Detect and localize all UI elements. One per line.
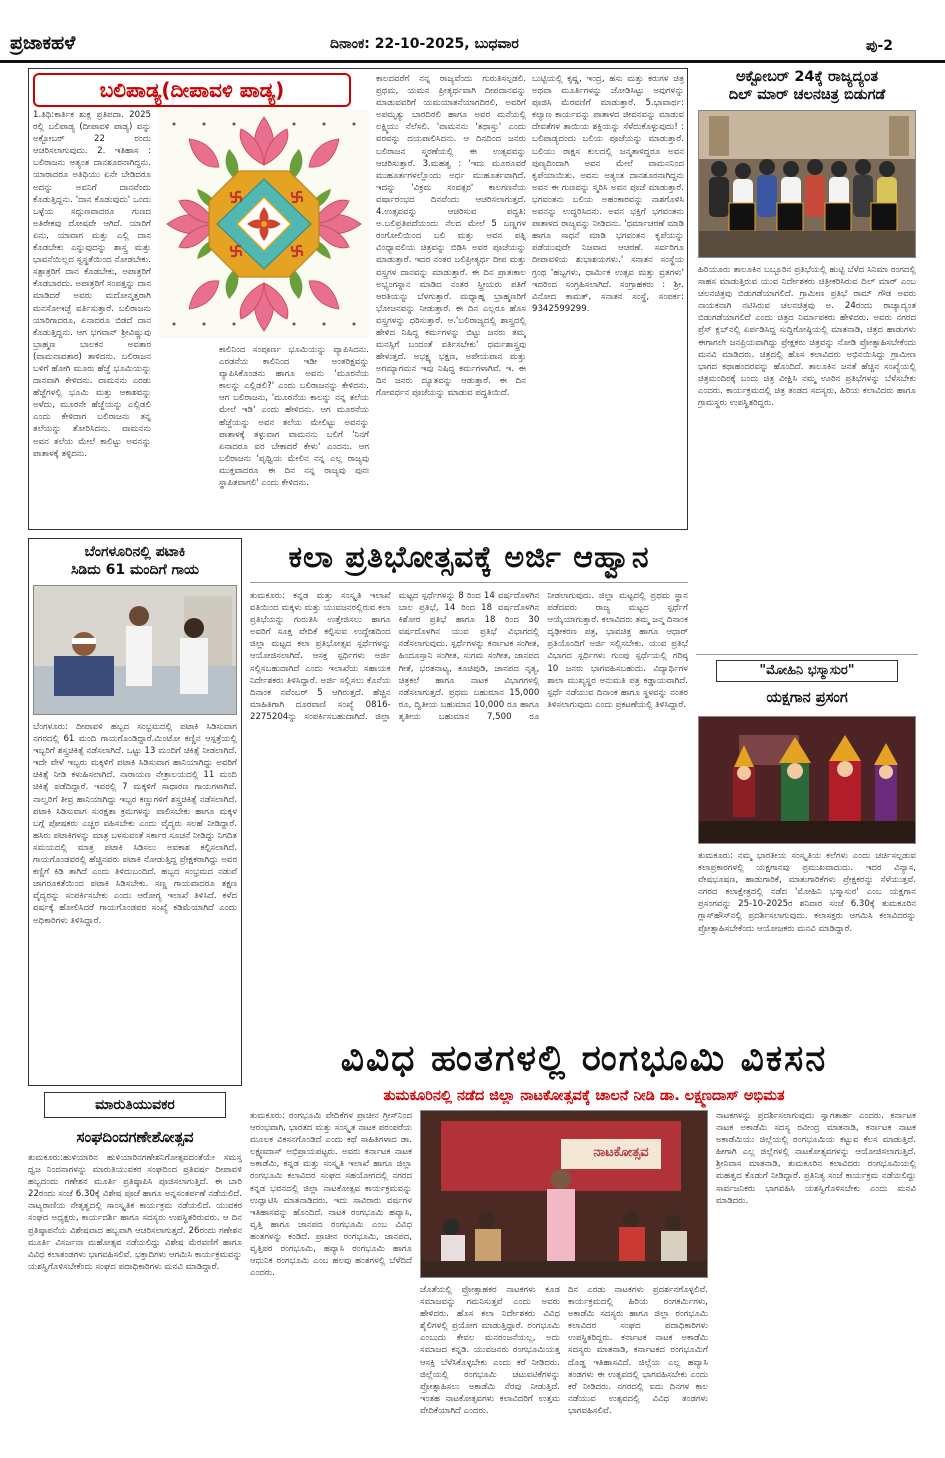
yakshagana-article (696, 660, 918, 1032)
divider (696, 654, 918, 655)
newspaper-name: ಪ್ರಜಾಕಹಳೆ (10, 32, 76, 54)
rangabhoomi-col1: ತುಮಕೂರು: ರಂಗಭೂಮಿ ವೇದಿಕೆಗಳ ಪ್ರಾಚೀನ ಗ್ರೀಸ್‌ನಿಂದ ಆರಂಭವಾಗಿ, ಭಾರತದ ಮತ್ತು ಸಂಸ್ಕೃತ ನಾಟಕ ಪರಂಪರೆಯ ಮೂಲಕ ವಿಕಸನಗೊಂಡಿದೆ ಎಂದು ಕಥೆ ಸಾಹಿತಿಗಳಾದ ಡಾ. ಲಕ್ಷ್ಮಣದಾಸ್ ಅಭಿಪ್ರಾಯಪಟ್ಟರು. ಅವರು ಕರ್ನಾಟಕ ನಾಟಕ ಅಕಾಡೆಮಿ, ಕನ್ನಡ ಮತ್ತು ಸಂಸ್ಕೃತಿ ಇಲಾಖೆ ಹಾಗೂ ಜಿಲ್ಲಾ ರಂಗಭೂಮಿ ಕಲಾವಿದರ ಸಂಘದ ಸಹಯೋಗದಲ್ಲಿ ನಗರದ ಕನ್ನಡ ಭವನದಲ್ಲಿ ಜಿಲ್ಲಾ ನಾಟಕೋತ್ಸವ ಕಾರ್ಯಕ್ರಮವನ್ನು ಉದ್ಘಾಟಿಸಿ ಮಾತನಾಡಿದರು. ಇದು ಸಾವಿರಾರು ವರ್ಷಗಳ ಇತಿಹಾಸವನ್ನು ಹೊಂದಿದೆ. ನಾಟಕ ರಂಗಭೂಮಿ ಹವ್ಯಾಸಿ, ವೃತ್ತಿ ಹಾಗೂ ಜಾನಪದ ರಂಗಭೂಮಿ ಎಂಬ ವಿವಿಧ ಹಂತಗಳನ್ನು ಕಂಡಿದೆ. ಪ್ರಾಚೀನ ರಂಗಭೂಮಿ, ಜಾನಪದ, ವೃತ್ತಿಪರ ರಂಗಭೂಮಿ, ಹವ್ಯಾಸಿ ರಂಗಭೂಮಿ ಹಾಗೂ ಆಧುನಿಕ ರಂಗಭೂಮಿ ಎಂಬ ಹಲವು ಹಂತಗಳಲ್ಲಿ ಬೆಳೆದಿದೆ ಎಂದರು. (250, 1111, 412, 1279)
balipadya-col1: 1.ತಿಥಿ:ಕಾರ್ತಿಕ ಶುಕ್ಲ ಪ್ರತಿಪದಾ. 2025 ರಲ್ಲಿ ಬಲಿಪಾಡ್ಯ (ದೀಪಾವಳಿ ಪಾಡ್ಯ) ವನ್ನು ಅಕ್ಟೋಬರ್ 22 ರಂದು ಆಚರಿಸಲಾಗುವುದು. 2. ಇತಿಹಾಸ : ಬಲಿರಾಜನು ಅತ್ಯಂತ ದಾನಶೂರನಾಗಿದ್ದನು. ಯಾರಾದರೂ ಅತಿಥಿಯು ಏನೇ ಬೇಡಿದರೂ ಅದನ್ನು ಅವನಿಗೆ ದಾನವೆಂದು ಕೊಡುತ್ತಿದ್ದನು. 'ದಾನ ಕೊಡುವುದು' ಒಂದು ಒಳ್ಳೆಯ ಸದ್ಗುಣವಾದರೂ ಗುಣದ ಅತಿರೇಕವು ದೋಷವೇ ಆಗಿದೆ. ಯಾರಿಗೆ ಏನು, ಯಾವಾಗ ಮತ್ತು ಎಲ್ಲಿ ದಾನ ಕೊಡಬೇಕು ಎನ್ನುವುದನ್ನು ಶಾಸ್ತ್ರ ಮತ್ತು ಭಾವನೆಯಿಲ್ಲದ ಸ್ವಸ್ಥತೆಯಿಂದ ನೋಡಬೇಕು. ಸತ್ಪಾತ್ರರಿಗೆ ದಾನ ಕೊಡಬೇಕು, ಅಪಾತ್ರರಿಗೆ ಕೊಡಬಾರದು. ಅಪಾತ್ರರಿಗೆ ಸಂಪತ್ತನ್ನು ದಾನ ಮಾಡಿದರೆ ಅವರು ಮದೋನ್ಮತ್ತರಾಗಿ ಮನಸೋಇಚ್ಛೆ ವರ್ತಿಸುತ್ತಾರೆ. ಬಲಿರಾಜನು ಯಾರಿಗಾದರೂ, ಏನಾದರೂ ಬಿಡದೆ ದಾನ ಕೊಡುತ್ತಿದ್ದನು. ಆಗ ಭಗವಾನ್ ಶ್ರೀವಿಷ್ಣುವು ಬ್ರಾಹ್ಮಣ ಬಾಲಕನ ಅವತಾರ (ವಾಮನಾವತಾರ) ತಾಳಿದನು. ಬಲಿರಾಜನ ಬಳಿಗೆ ಹೋಗಿ ಮೂರು ಹೆಜ್ಜೆ ಭೂಮಿಯನ್ನು ದಾನವಾಗಿ ಕೇಳಿದನು. ವಾಮನನು ಎರಡು ಹೆಜ್ಜೆಗಳಲ್ಲಿ ಭೂಮಿ ಮತ್ತು ಆಕಾಶವನ್ನು ಅಳೆದು, ಮೂರನೇ ಹೆಜ್ಜೆಯನ್ನು ಎಲ್ಲಿಡಲಿ ಎಂದು ಕೇಳಿದಾಗ ಬಲಿರಾಜನು ತನ್ನ ತಲೆಯನ್ನು ತೋರಿಸಿದನು. ವಾಮನನು ಅವನ ತಲೆಯ ಮೇಲೆ ಕಾಲಿಟ್ಟು ಅವನನ್ನು ಪಾತಾಳಕ್ಕೆ ತಳ್ಳಿದನು. (33, 110, 151, 459)
balipadya-article (28, 68, 688, 530)
kala-body: ತುಮಕೂರು: ಕನ್ನಡ ಮತ್ತು ಸಂಸ್ಕೃತಿ ಇಲಾಖೆ ವತಿಯಿಂದ ಮಕ್ಕಳು ಮತ್ತು ಯುವಜನರಲ್ಲಿರುವ ಕಲಾ ಪ್ರತಿಭೆಯನ್ನು ಗುರುತಿಸಿ ಉತ್ತೇಜಿಸಲು ಹಾಗೂ ಅವರಿಗೆ ಸೂಕ್ತ ವೇದಿಕೆ ಕಲ್ಪಿಸುವ ಉದ್ದೇಶದಿಂದ ಜಿಲ್ಲಾ ಮಟ್ಟದ ಕಲಾ ಪ್ರತಿಭೋತ್ಸವ ಸ್ಪರ್ಧೆಗಳನ್ನು ಆಯೋಜಿಸಲಾಗಿದೆ. ಆಸಕ್ತ ಸ್ಪರ್ಧಿಗಳು ಅರ್ಜಿ ಸಲ್ಲಿಸಬಹುದಾಗಿದೆ ಎಂದು ಇಲಾಖೆಯ ಸಹಾಯಕ ನಿರ್ದೇಶಕರು ತಿಳಿಸಿದ್ದಾರೆ. ಅರ್ಜಿ ಸಲ್ಲಿಸಲು ಕೊನೆಯ ದಿನಾಂಕ ನವೆಂಬರ್ 5 ಆಗಿರುತ್ತದೆ. ಹೆಚ್ಚಿನ ಮಾಹಿತಿಗಾಗಿ ದೂರವಾಣಿ ಸಂಖ್ಯೆ 0816-2275204ನ್ನು ಸಂಪರ್ಕಿಸಬಹುದಾಗಿದೆ. ಜಿಲ್ಲಾ ಮಟ್ಟದ ಸ್ಪರ್ಧೆಗಳನ್ನು 8 ರಿಂದ 14 ವರ್ಷದೊಳಗಿನ ಬಾಲ ಪ್ರತಿಭೆ, 14 ರಿಂದ 18 ವರ್ಷದೊಳಗಿನ ಕಿಶೋರ ಪ್ರತಿಭೆ ಹಾಗೂ 18 ರಿಂದ 30 ವರ್ಷದೊಳಗಿನ ಯುವ ಪ್ರತಿಭೆ ವಿಭಾಗದಲ್ಲಿ ನಡೆಸಲಾಗುವುದು. ಸ್ಪರ್ಧೆಗಳನ್ನು ಕರ್ನಾಟಕ ಸಂಗೀತ, ಹಿಂದೂಸ್ತಾನಿ ಸಂಗೀತ, ಸುಗಮ ಸಂಗೀತ, ಜಾನಪದ ಗೀತೆ, ಭರತನಾಟ್ಯ, ಕೂಚಿಪುಡಿ, ಜಾನಪದ ನೃತ್ಯ, ಚಿತ್ರಕಲೆ ಹಾಗೂ ನಾಟಕ ವಿಭಾಗಗಳಲ್ಲಿ ನಡೆಸಲಾಗುತ್ತದೆ. ಪ್ರಥಮ ಬಹುಮಾನ 15,000 ರೂ, ದ್ವಿತೀಯ ಬಹುಮಾನ 10,000 ರೂ ಹಾಗೂ ತೃತೀಯ ಬಹುಮಾನ 7,500 ರೂ ನೀಡಲಾಗುವುದು. ಜಿಲ್ಲಾ ಮಟ್ಟದಲ್ಲಿ ಪ್ರಥಮ ಸ್ಥಾನ ಪಡೆದವರು ರಾಜ್ಯ ಮಟ್ಟದ ಸ್ಪರ್ಧೆಗೆ ಆಯ್ಕೆಯಾಗುತ್ತಾರೆ. ಕಲಾವಿದರು ತಮ್ಮ ಜನ್ಮ ದಿನಾಂಕ ದೃಢೀಕರಣ ಪತ್ರ, ಭಾವಚಿತ್ರ ಹಾಗೂ ಆಧಾರ್ ಪ್ರತಿಯೊಂದಿಗೆ ಅರ್ಜಿ ಸಲ್ಲಿಸಬೇಕು. ಯುವ ಪ್ರತಿಭೆ ವಿಭಾಗದ ಸ್ಪರ್ಧಿಗಳು ಗುಂಪು ಸ್ಪರ್ಧೆಯಲ್ಲಿ ಗರಿಷ್ಠ 10 ಜನರು ಭಾಗವಹಿಸಬಹುದು. ವಿದ್ಯಾರ್ಥಿಗಳ ಶಾಲಾ ಮುಖ್ಯಸ್ಥರ ಅನುಮತಿ ಪತ್ರ ಕಡ್ಡಾಯವಾಗಿದೆ. ಸ್ಪರ್ಧೆ ನಡೆಯುವ ದಿನಾಂಕ ಹಾಗೂ ಸ್ಥಳವನ್ನು ನಂತರ ತಿಳಿಸಲಾಗುವುದು ಎಂದು ಪ್ರಕಟಣೆಯಲ್ಲಿ ತಿಳಿಸಿದ್ದಾರೆ. (250, 591, 688, 722)
maruti-article (28, 1092, 242, 1422)
festival-banner-text: ನಾಟಕೋತ್ಸವ (593, 1145, 649, 1160)
rangabhoomi-col3: ದಿನ ಎರಡು ನಾಟಕಗಳು ಪ್ರದರ್ಶನಗೊಳ್ಳಲಿವೆ. ಕಾರ್ಯಕ್ರಮದಲ್ಲಿ ಹಿರಿಯ ರಂಗಕರ್ಮಿಗಳು, ಅಕಾಡೆಮಿ ಸದಸ್ಯರು ಹಾಗೂ ಜಿಲ್ಲಾ ರಂಗಭೂಮಿ ಕಲಾವಿದರ ಸಂಘದ ಪದಾಧಿಕಾರಿಗಳು ಉಪಸ್ಥಿತರಿದ್ದರು. ಕರ್ನಾಟಕ ನಾಟಕ ಅಕಾಡೆಮಿ ಸದಸ್ಯರು ಮಾತನಾಡಿ, ಕರ್ನಾಟಕದ ರಂಗಭೂಮಿಗೆ ದೊಡ್ಡ ಇತಿಹಾಸವಿದೆ. ಜಿಲ್ಲೆಯ ಎಲ್ಲ ಹವ್ಯಾಸಿ ತಂಡಗಳು ಈ ಉತ್ಸವದಲ್ಲಿ ಭಾಗವಹಿಸಬೇಕು ಎಂದು ಕರೆ ನೀಡಿದರು. ನಗರದಲ್ಲಿ ಐದು ದಿನಗಳ ಕಾಲ ನಡೆಯುವ ಉತ್ಸವದಲ್ಲಿ ವಿವಿಧ ತಂಡಗಳು ಭಾಗವಹಿಸಲಿವೆ. (568, 1285, 708, 1416)
crackers-article (28, 538, 242, 1086)
crackers-title-line2: ಸಿಡಿದು 61 ಮಂದಿಗೆ ಗಾಯ (70, 562, 200, 578)
kala-article (250, 538, 688, 1030)
page-number: ಪು-2 (866, 38, 893, 54)
maruti-title-line2: ಸಂಘದಿಂದಗಣೇಶೋತ್ಸವ (76, 1128, 194, 1146)
crackers-title-line1: ಬೆಂಗಳೂರಿನಲ್ಲಿ ಪಟಾಕಿ (84, 544, 186, 560)
yakshagana-photo (698, 716, 916, 844)
cinema-title-line2: ದಿಲ್ ಮಾರ್ ಚಲನಚಿತ್ರ ಬಿಡುಗಡೆ (728, 87, 886, 103)
cinema-title-line1: ಅಕ್ಟೋಬರ್ 24ಕ್ಕೆ ರಾಜ್ಯದ್ಯಂತ (735, 69, 879, 85)
drama-festival-photo (420, 1110, 708, 1278)
maruti-body: ತುಮಕೂರು:ಹುಳಿಯಾರಿನ ಹುಳಿಯಾರಿನಗಣೇಶನಿಗೋತ್ಸವದಂತೆಯೇ ಸಮಸ್ತ ಧ್ವಜ ನಿಂದನಾಗಳನ್ನು ಮಾರುತಿಯುವಕರ ಸಂಘದಿಂದ ಪ್ರತಿವರ್ಷ ದೀಪಾವಳಿ ಹಬ್ಬದಂದು ಗಣೇಶನ ಮೂರ್ತಿ ಪ್ರತಿಷ್ಠಾಪಿಸಿ ಪೂಜಿಸಲಾಗುತ್ತಿದೆ. ಈ ಬಾರಿ 22ರಂದು ಸಂಜೆ 6.30ಕ್ಕೆ ವಿಶೇಷ ಪೂಜೆ ಹಾಗೂ ಅನ್ನಸಂತರ್ಪಣೆ ನಡೆಯಲಿದೆ. ನಾಟ್ಯರಾಣಿಯ ನೇತೃತ್ವದಲ್ಲಿ ಸಾಂಸ್ಕೃತಿಕ ಕಾರ್ಯಕ್ರಮ ನಡೆಯಲಿದೆ. ಯುವಕರ ಸಂಘದ ಅಧ್ಯಕ್ಷರು, ಕಾರ್ಯದರ್ಶಿ ಹಾಗೂ ಸದಸ್ಯರು ಉಪಸ್ಥಿತರಿರುವರು. ಆ ದಿನ ಪ್ರತಿಷ್ಠಾಪನೆಯ ವಿಶೇಷವಾದ ಹಬ್ಬವಾಗಿ ಆಚರಿಸಲಾಗುತ್ತದೆ. 26ರಂದು ಗಣೇಶನ ಮೂರ್ತಿ ವಿಸರ್ಜನಾ ಮಹೋತ್ಸವ ನಡೆಯಲಿದ್ದು ವಿಶೇಷ ಮೆರವಣಿಗೆ ಹಾಗೂ ವಿವಿಧ ಕಲಾತಂಡಗಳು ಭಾಗವಹಿಸಲಿವೆ. ಭಕ್ತಾದಿಗಳು ಆಗಮಿಸಿ ಕಾರ್ಯಕ್ರಮವನ್ನು ಯಶಸ್ವಿಗೊಳಿಸಬೇಕೆಂದು ಸಂಘದ ಪದಾಧಿಕಾರಿಗಳು ಮನವಿ ಮಾಡಿದ್ದಾರೆ. (28, 1153, 242, 1272)
hospital-photo (33, 585, 237, 715)
yakshagana-body: ತುಮಕೂರು: ನಮ್ಮ ಭಾರತೀಯ ಸಂಸ್ಕೃತಿಯ ಕಲೆಗಳು ಎಂದು ಚರ್ಚಿಸಲ್ಪಡುವ ಕಲಾಪ್ರಕಾರಗಳಲ್ಲಿ ಯಕ್ಷಗಾನವು ಪ್ರಮುಖವಾದುದು. ಇದರ ವಿನ್ಯಾಸ, ವೇಷಭೂಷಣ, ಹಾಡುಗಾರಿಕೆ, ಮಾತುಗಾರಿಕೆಗಳು ಪ್ರೇಕ್ಷಕರನ್ನು ಸೆಳೆಯುತ್ತವೆ. ನಗರದ ಕಲಾಕ್ಷೇತ್ರದಲ್ಲಿ ನಡೆದ 'ಮೋಹಿನಿ ಭಸ್ಮಾಸುರ' ಎಂಬ ಯಕ್ಷಗಾನ ಪ್ರಸಂಗವನ್ನು 25-10-2025ರ ಶನಿವಾರ ಸಂಜೆ 6.30ಕ್ಕೆ ತುಮಕೂರಿನ ಗ್ಲಾಸ್‌ಹೌಸ್‌ನಲ್ಲಿ ಪ್ರದರ್ಶಿಸಲಾಗುವುದು. ಕಲಾಸಕ್ತರು ಆಗಮಿಸಿ ಕಲಾವಿದರನ್ನು ಪ್ರೋತ್ಸಾಹಿಸಬೇಕೆಂದು ಆಯೋಜಕರು ಮನವಿ ಮಾಡಿದ್ದಾರೆ. (698, 851, 916, 934)
balipadya-col4: ಬುಟ್ಟಿಯಲ್ಲಿ ಕೃಷ್ಣ, ಇಂದ್ರ, ಹಸು ಮತ್ತು ಕರುಗಳ ಚಿತ್ರ ಅಥವಾ ಮೂರ್ತಿಗಳನ್ನು ಜೋಡಿಸಿಟ್ಟು ಅವುಗಳನ್ನು ಪೂಜಿಸಿ ಮೆರವಣಿಗೆ ಮಾಡುತ್ತಾರೆ. 5.ಭಾವಾರ್ಥ: ಕಲ್ಯಾಣ ಕಾರ್ಯವನ್ನು ಪಾತಾಳದ ಜೀವನವನ್ನು ಮಾಡುವ ದೇವತೆಗಳ ತಾಯಿಯ ಶಕ್ತಿಯನ್ನು ಸೆಳೆದುಕೊಳ್ಳುವುದು! : ಬಲಿಪಾಡ್ಯದಂದು ಬಲಿಯ ಪೂಜೆಯನ್ನು ಮಾಡುತ್ತಾರೆ. ಬಲಿಯು ರಾಕ್ಷಸ ಕುಲದಲ್ಲಿ ಜನ್ಮತಾಳಿದ್ದರೂ ಅವನ ಪುಣ್ಯದಿಂದಾಗಿ ಅವನ ಮೇಲೆ ವಾಮನನಿಂದ ಕೃಪೆಯಾಯಿತು. ಅವನು ಅತ್ಯಂತ ದಾನಶೂರನಾಗಿದ್ದನು ಅವನ ಈ ಗುಣವನ್ನು ಸ್ಮರಿಸಿ ಅವನ ಪೂಜೆ ಮಾಡುತ್ತಾರೆ. ಭಗವಂತನು ಬಲಿಯ ಅಹಂಕಾರವನ್ನು ನಾಶಗೊಳಿಸಿ ಅವನನ್ನು ಉದ್ಧರಿಸಿದನು. ಅವನ ಭಕ್ತಿಗೆ ಭಗವಂತನು ಪಾತಾಳದ ರಾಜ್ಯವನ್ನು ನೀಡಿದನು. 'ಧರ್ಮಾಚರಣೆ ಮಾಡಿ ಹಾಗೂ ಸಾಧನೆ ಮಾಡಿ ಭಗವಂತನ ಕೃಪೆಯನ್ನು ಪಡೆಯುವುದೇ ನಿಜವಾದ ಆಚರಣೆ. ಸರ್ವರಿಗೂ ದೀಪಾವಳಿಯ ಶುಭಾಶಯಗಳು.' ಸನಾತನ ಸಂಸ್ಥೆಯ ಗ್ರಂಥ 'ಹಬ್ಬಗಳು, ಧಾರ್ಮಿಕ ಉತ್ಸವ ಮತ್ತು ವ್ರತಗಳು' ಇದರಿಂದ ಸಂಗ್ರಹಿಸಲಾಗಿದೆ. ಸಂಗ್ರಾಹಕರು : ಶ್ರೀ. ವಿನೋದ ಕಾಮತ್, ಸನಾತನ ಸಂಸ್ಥೆ, ಸಂಪರ್ಕ: 9342599299. (532, 74, 684, 314)
rangabhoomi-col4: ನಾಟಕಗಳನ್ನು ಪ್ರದರ್ಶಿಸಲಾಗುವುದು ಸ್ವಾಗತಾರ್ಹ ಎಂದರು. ಕರ್ನಾಟಕ ನಾಟಕ ಅಕಾಡೆಮಿ ಸದಸ್ಯ ರವೀಂದ್ರ ಮಾತನಾಡಿ, ಕರ್ನಾಟಕ ನಾಟಕ ಅಕಾಡೆಮಿಯು ಜಿಲ್ಲೆಯಲ್ಲಿ ರಂಗಭೂಮಿಯ ಕಟ್ಟುವ ಕೆಲಸ ಮಾಡುತ್ತಿದೆ. ಹೀಗಾಗಿ ಎಲ್ಲ ಜಿಲ್ಲೆಗಳಲ್ಲಿ ನಾಟಕೋತ್ಸವಗಳನ್ನು ಆಯೋಜಿಸಲಾಗುತ್ತಿದೆ. ಶ್ರೀನಿವಾಸ ಮಾತನಾಡಿ, ತುಮಕೂರಿನ ಕಲಾವಿದರು ರಂಗಭೂಮಿಯಲ್ಲಿ ಮಹತ್ವದ ಕೊಡುಗೆ ನೀಡಿದ್ದಾರೆ. ಪ್ರತಿನಿತ್ಯ ಸಂಜೆ ಕಾರ್ಯಕ್ರಮ ನಡೆಯಲಿದ್ದು ಸಾರ್ವಜನಿಕರು ಭಾಗವಹಿಸಿ ಯಶಸ್ವಿಗೊಳಿಸಬೇಕು ಎಂದು ಮನವಿ ಮಾಡಿದರು. (716, 1111, 916, 1206)
rangabhoomi-title: ವಿವಿಧ ಹಂತಗಳಲ್ಲಿ ರಂಗಭೂಮಿ ವಿಕಸನ (340, 1038, 828, 1079)
crackers-body: ಬೆಂಗಳೂರು: ದೀಪಾವಳಿ ಹಬ್ಬದ ಸಂಭ್ರಮದಲ್ಲಿ ಪಟಾಕಿ ಸಿಡಿಸುವಾಗ ನಗರದಲ್ಲಿ 61 ಮಂದಿ ಗಾಯಗೊಂಡಿದ್ದಾರೆ.ಮಿಂಟೋ ಕಣ್ಣಿನ ಆಸ್ಪತ್ರೆಯಲ್ಲಿ ಇಬ್ಬರಿಗೆ ಶಸ್ತ್ರಚಿಕಿತ್ಸೆ ನಡೆಸಲಾಗಿದೆ. ಒಟ್ಟು 13 ಮಂದಿಗೆ ಚಿಕಿತ್ಸೆ ನೀಡಲಾಗಿದೆ. ಇದೇ ವೇಳೆ ಇಬ್ಬರು ಮಕ್ಕಳಿಗೆ ಪಟಾಕಿ ಸಿಡಿಸುವಾಗ ಹಾನಿಯಾಗಿದ್ದು ಅವರಿಗೆ ಚಿಕಿತ್ಸೆ ನೀಡಿ ಕಳುಹಿಸಲಾಗಿದೆ. ನಾರಾಯಣ ನೇತ್ರಾಲಯದಲ್ಲಿ 11 ಮಂದಿ ಚಿಕಿತ್ಸೆ ಪಡೆದಿದ್ದಾರೆ. ಇವರಲ್ಲಿ 7 ಮಕ್ಕಳಿಗೆ ಸಾಧಾರಣ ಗಾಯಗಳಾಗಿವೆ. ನಾಲ್ವರಿಗೆ ತೀವ್ರ ಹಾನಿಯಾಗಿದ್ದು ಇಬ್ಬರ ಕಣ್ಣುಗಳಿಗೆ ಶಸ್ತ್ರಚಿಕಿತ್ಸೆ ನಡೆಸಲಾಗಿದೆ. ಪಟಾಕಿ ಸಿಡಿಸುವಾಗ ಸುರಕ್ಷತಾ ಕ್ರಮಗಳನ್ನು ಪಾಲಿಸಬೇಕು ಹಾಗೂ ಮಕ್ಕಳ ಬಗ್ಗೆ ಪೋಷಕರು ಎಚ್ಚರ ವಹಿಸಬೇಕು ಎಂದು ವೈದ್ಯರು ಸಲಹೆ ನೀಡಿದ್ದಾರೆ. ಹಸಿರು ಪಟಾಕಿಗಳನ್ನು ಮಾತ್ರ ಬಳಸುವಂತೆ ಸರ್ಕಾರ ಸೂಚನೆ ನೀಡಿದ್ದು ನಿಗದಿತ ಸಮಯದಲ್ಲಿ ಮಾತ್ರ ಪಟಾಕಿ ಸಿಡಿಸಲು ಅವಕಾಶ ಕಲ್ಪಿಸಲಾಗಿದೆ. ಗಾಯಗೊಂಡವರಲ್ಲಿ ಹೆಚ್ಚಿನವರು ಪಟಾಕಿ ನೋಡುತ್ತಿದ್ದ ಪ್ರೇಕ್ಷಕರಾಗಿದ್ದು ಅವರ ಕಣ್ಣಿಗೆ ಕಿಡಿ ತಾಗಿದೆ ಎಂದು ತಿಳಿದುಬಂದಿದೆ. ಹಬ್ಬದ ಸಂಭ್ರಮದ ನಡುವೆ ಜಾಗರೂಕತೆಯಿಂದ ಪಟಾಕಿ ಸಿಡಿಸಬೇಕು. ಸಣ್ಣ ಗಾಯವಾದರೂ ತಕ್ಷಣ ವೈದ್ಯರನ್ನು ಸಂಪರ್ಕಿಸಬೇಕು ಎಂದು ಆರೋಗ್ಯ ಇಲಾಖೆ ತಿಳಿಸಿದೆ. ಕಳೆದ ವರ್ಷಕ್ಕೆ ಹೋಲಿಸಿದರೆ ಗಾಯಗೊಂಡವರ ಸಂಖ್ಯೆ ಕಡಿಮೆಯಾಗಿದೆ ಎಂದು ಅಧಿಕಾರಿಗಳು ತಿಳಿಸಿದ್ದಾರೆ. (33, 722, 237, 926)
maruti-title-line1: ಮಾರುತಿಯುವಕರ (44, 1092, 226, 1118)
rangabhoomi-subtitle: ತುಮಕೂರಿನಲ್ಲಿ ನಡೆದ ಜಿಲ್ಲಾ ನಾಟಕೋತ್ಸವಕ್ಕೆ ಚಾಲನೆ ನೀಡಿ ಡಾ. ಲಕ್ಷ್ಮಣದಾಸ್ ಅಭಿಮತ (383, 1088, 785, 1104)
masthead (0, 0, 945, 58)
kala-title: ಕಲಾ ಪ್ರತಿಭೋತ್ಸವಕ್ಕೆ ಅರ್ಜಿ ಆಹ್ವಾನ (250, 538, 688, 583)
cinema-article (696, 68, 918, 648)
balipadya-title: ಬಲಿಪಾಡ್ಯ(ದೀಪಾವಳಿ ಪಾಡ್ಯ) (33, 73, 351, 107)
film-release-photo (698, 110, 916, 258)
balipadya-col3: ಕಾಲದವರೆಗೆ ನನ್ನ ರಾಜ್ಯವೆಂದು ಗುರುತಿಸಲ್ಪಡಲಿ. ಪ್ರಥಮ, ಯಮನ ಪ್ರೀತ್ಯರ್ಥವಾಗಿ ದೀಪದಾನವನ್ನು ಮಾಡುವವರಿಗೆ ಯಮಯಾತನೆಯಾಗದಿರಲಿ, ಅವರಿಗೆ ಅಪಮೃತ್ಯು ಬಾರದಿರಲಿ ಹಾಗೂ ಅವರ ಮನೆಯಲ್ಲಿ ಲಕ್ಷ್ಮಿಯು ನೆಲೆಸಲಿ. 'ವಾಮನನು 'ತಥಾಸ್ತು' ಎಂದು ವರವನ್ನು ದಯಪಾಲಿಸಿದನು. ಆ ದಿನದಿಂದ ಜನರು ಬಲಿರಾಜನ ಸ್ಮರಣೆಯಲ್ಲಿ ಈ ಉತ್ಸವವನ್ನು ಆಚರಿಸುತ್ತಾರೆ. 3.ಮಹತ್ವ : 'ಇದು ಮೂರೂವರೆ ಮುಹೂರ್ತಗಳಲ್ಲೊಂದು ಅರ್ಧ ಮುಹೂರ್ತವಾಗಿದೆ. ಇದನ್ನು 'ವಿಕ್ರಮ ಸಂವತ್ಸರ' ಕಾಲಗಣನೆಯ ವರ್ಷಾರಂಭದ ದಿನವೆಂದು ಆಚರಿಸಲಾಗುತ್ತದೆ. 4.ಉತ್ಸವವನ್ನು ಆಚರಿಸುವ ಪದ್ಧತಿ: ಅ.ಬಲಿಪ್ರತಿಪದೆಯಂದು ನೆಲದ ಮೇಲೆ 5 ಬಣ್ಣಗಳ ರಂಗೋಲಿಯಿಂದ ಬಲಿ ಮತ್ತು ಅವನ ಪತ್ನಿ ವಿಂಧ್ಯಾವಲಿಯ ಚಿತ್ರವನ್ನು ಬಿಡಿಸಿ ಅವರ ಪೂಜೆಯನ್ನು ಮಾಡುತ್ತಾರೆ. ಇದರ ನಂತರ ಬಲಿಪ್ರೀತ್ಯರ್ಥ ದೀಪ ಮತ್ತು ವಸ್ತ್ರಗಳ ದಾನವನ್ನು ಮಾಡುತ್ತಾರೆ. ಈ ದಿನ ಪ್ರಾತಃಕಾಲ ಅಭ್ಯಂಗಸ್ನಾನ ಮಾಡಿದ ನಂತರ ಸ್ತ್ರೀಯರು ಪತಿಗೆ ಆರತಿಯನ್ನು ಬೆಳಗುತ್ತಾರೆ. ಮಧ್ಯಾಹ್ನ ಬ್ರಾಹ್ಮಣರಿಗೆ ಭೋಜನವನ್ನು ನೀಡುತ್ತಾರೆ. ಈ ದಿನ ಎಲ್ಲರೂ ಹೊಸ ವಸ್ತ್ರಗಳನ್ನು ಧರಿಸುತ್ತಾರೆ. ಆ.'ಬಲಿರಾಜ್ಯದಲ್ಲಿ ಶಾಸ್ತ್ರದಲ್ಲಿ ಹೇಳಿದ ನಿಷಿದ್ಧ ಕರ್ಮಗಳನ್ನು ಬಿಟ್ಟು ಜನರು ತಮ್ಮ ಮನಸ್ಸಿಗೆ ಬಂದಂತೆ ವರ್ತಿಸಬೇಕು' ಧರ್ಮಶಾಸ್ತ್ರವು ಹೇಳುತ್ತದೆ. ಅಭಕ್ಷ್ಯ ಭಕ್ಷಣ, ಅಪೇಯಪಾನ ಮತ್ತು ಅಗಮ್ಯಾಗಮನ ಇವು ನಿಷಿದ್ಧ ಕರ್ಮಗಳಾಗಿವೆ. ಇ. ಈ ದಿನ ಜನರು ದ್ಯೂತವನ್ನು ಆಡುತ್ತಾರೆ. ಈ ದಿನ ಗೋವರ್ಧನ ಪೂಜೆಯನ್ನು ಮಾಡುವ ಪದ್ಧತಿಯಿದೆ. (376, 74, 526, 399)
rangoli-illustration (159, 109, 369, 339)
header-rule (0, 60, 945, 63)
cinema-body: ಹಿರಿಯೂರು ತಾಲೂಕಿನ ಬಬ್ಬೂರಿನ ಪ್ರತಿಭೆಯಲ್ಲಿ ಹುಟ್ಟಿ ಬೆಳೆದ ಸಿನಿಮಾ ರಂಗದಲ್ಲಿ ಸಾಹಸ ಮಾಡುತ್ತಿರುವ ಯುವ ನಿರ್ದೇಶಕರು ಚಿತ್ರೀಕರಿಸಿರುವ ದಿಲ್ ಮಾರ್ ಎಂಬ ಚಲನಚಿತ್ರವು ಬಿಡುಗಡೆಯಾಗಲಿದೆ. ಗ್ರಾಮೀಣ ಪ್ರತಿಭೆ ರಾಮ್ ಗೌಡ ಅವರು ನಾಯಕನಾಗಿ ನಟಿಸಿರುವ ಚಲನಚಿತ್ರವು ಅ. 24ರಂದು ರಾಜ್ಯಾದ್ಯಂತ ಬಿಡುಗಡೆಯಾಗಲಿದೆ ಎಂದು ಚಿತ್ರದ ನಿರ್ಮಾಪಕರು ಹೇಳಿದರು. ಅವರು ನಗರದ ಪ್ರೆಸ್ ಕ್ಲಬ್‌ನಲ್ಲಿ ಏರ್ಪಡಿಸಿದ್ದ ಸುದ್ದಿಗೋಷ್ಠಿಯಲ್ಲಿ ಮಾತನಾಡಿ, ಚಿತ್ರದ ಹಾಡುಗಳು ಈಗಾಗಲೇ ಜನಪ್ರಿಯವಾಗಿದ್ದು ಪ್ರೇಕ್ಷಕರು ಚಿತ್ರವನ್ನು ನೋಡಿ ಪ್ರೋತ್ಸಾಹಿಸಬೇಕೆಂದು ಮನವಿ ಮಾಡಿದರು. ಚಿತ್ರದಲ್ಲಿ ಹೊಸ ಕಲಾವಿದರು ಅಭಿನಯಿಸಿದ್ದು ಗ್ರಾಮೀಣ ಭಾಗದ ಕಥಾಹಂದರವನ್ನು ಹೊಂದಿದೆ. ತಾಲೂಕಿನ ಜನತೆ ಹೆಚ್ಚಿನ ಸಂಖ್ಯೆಯಲ್ಲಿ ಚಿತ್ರಮಂದಿರಕ್ಕೆ ಬಂದು ಚಿತ್ರ ವೀಕ್ಷಿಸಿ ನಮ್ಮ ಊರಿನ ಪ್ರತಿಭೆಗಳನ್ನು ಬೆಳೆಸಬೇಕು ಎಂದರು. ಕಾರ್ಯಕ್ರಮದಲ್ಲಿ ಚಿತ್ರ ತಂಡದ ಸದಸ್ಯರು, ಹಿರಿಯ ಕಲಾವಿದರು ಹಾಗೂ ಗ್ರಾಮಸ್ಥರು ಉಪಸ್ಥಿತರಿದ್ದರು. (698, 265, 916, 409)
issue-date: ದಿನಾಂಕ: 22-10-2025, ಬುಧವಾರ (330, 36, 519, 52)
rangabhoomi-article (250, 1036, 918, 1428)
yakshagana-title2: ಯಕ್ಷಗಾನ ಪ್ರಸಂಗ (766, 690, 848, 706)
rangabhoomi-col2: ಜೊತೆಯಲ್ಲಿ ಪ್ರೋತ್ಸಾಹಕರ ನಾಟಕಗಳು ಕೂಡ ಸಮಾಜವನ್ನು ಗಮನಿಸುತ್ತವೆ ಎಂದು ಅವರು ಹೇಳಿದರು. ಹೊಸ ಕಲಾ ನಿರ್ದೇಶಕರು ವಿವಿಧ ಶೈಲಿಗಳಲ್ಲಿ ಪ್ರಯೋಗ ಮಾಡುತ್ತಿದ್ದಾರೆ. ರಂಗಭೂಮಿ ಎಂಬುದು ಕೇವಲ ಮನರಂಜನೆಯಲ್ಲ, ಅದು ಸಮಾಜದ ಕನ್ನಡಿ. ಯುವಜನರು ರಂಗಭೂಮಿಯತ್ತ ಆಸಕ್ತಿ ಬೆಳೆಸಿಕೊಳ್ಳಬೇಕು ಎಂದು ಕರೆ ನೀಡಿದರು. ಜಿಲ್ಲೆಯಲ್ಲಿ ರಂಗಭೂಮಿ ಚಟುವಟಿಕೆಗಳನ್ನು ಪ್ರೋತ್ಸಾಹಿಸಲು ಅಕಾಡೆಮಿ ನೆರವು ನೀಡುತ್ತಿದೆ. ಇಂತಹ ನಾಟಕೋತ್ಸವಗಳು ಕಲಾವಿದರಿಗೆ ಉತ್ತಮ ವೇದಿಕೆಯಾಗಿದೆ ಎಂದರು. (420, 1285, 560, 1416)
yakshagana-title1: "ಮೋಹಿನಿ ಭಸ್ಮಾಸುರ" (716, 660, 898, 682)
balipadya-col2: ಕಾಲಿನಿಂದ ಸಂಪೂರ್ಣ ಭೂಮಿಯನ್ನು ವ್ಯಾಪಿಸಿದನು. ಎರಡನೆಯ ಕಾಲಿನಿಂದ ಇಡೀ ಅಂತರಿಕ್ಷವನ್ನು ವ್ಯಾಪಿಸಿಕೊಂಡನು ಹಾಗೂ ಅವನು 'ಮೂರನೆಯ ಕಾಲನ್ನು ಎಲ್ಲಿಡಲಿ?' ಎಂದು ಬಲಿರಾಜನನ್ನು ಕೇಳಿದನು. ಆಗ ಬಲಿರಾಜನು, 'ಮೂರನೆಯ ಕಾಲನ್ನು ನನ್ನ ತಲೆಯ ಮೇಲೆ ಇಡಿ' ಎಂದು ಹೇಳಿದನು. ಆಗ ಮೂರನೆಯ ಹೆಜ್ಜೆಯನ್ನು ಅವನ ತಲೆಯ ಮೇಲಿಟ್ಟು ಅವನನ್ನು ಪಾತಾಳಕ್ಕೆ ತಳ್ಳುವಾಗ ವಾಮನನು ಬಲಿಗೆ 'ನಿನಗೆ ಏನಾದರೂ ವರ ಬೇಕಾದರೆ ಕೇಳು' ಎಂದನು. ಆಗ ಬಲಿರಾಜನು 'ಪೃಥ್ವಿಯ ಮೇಲಿನ ನನ್ನ ಎಲ್ಲ ರಾಜ್ಯವು ಮುಕ್ತವಾದರೂ ಈ ದಿನ ನನ್ನ ರಾಜ್ಯವು ಪುನಃ ಸ್ಥಾಪಿತವಾಗಲಿ' ಎಂದು ಕೇಳಿದನು. (219, 345, 369, 489)
